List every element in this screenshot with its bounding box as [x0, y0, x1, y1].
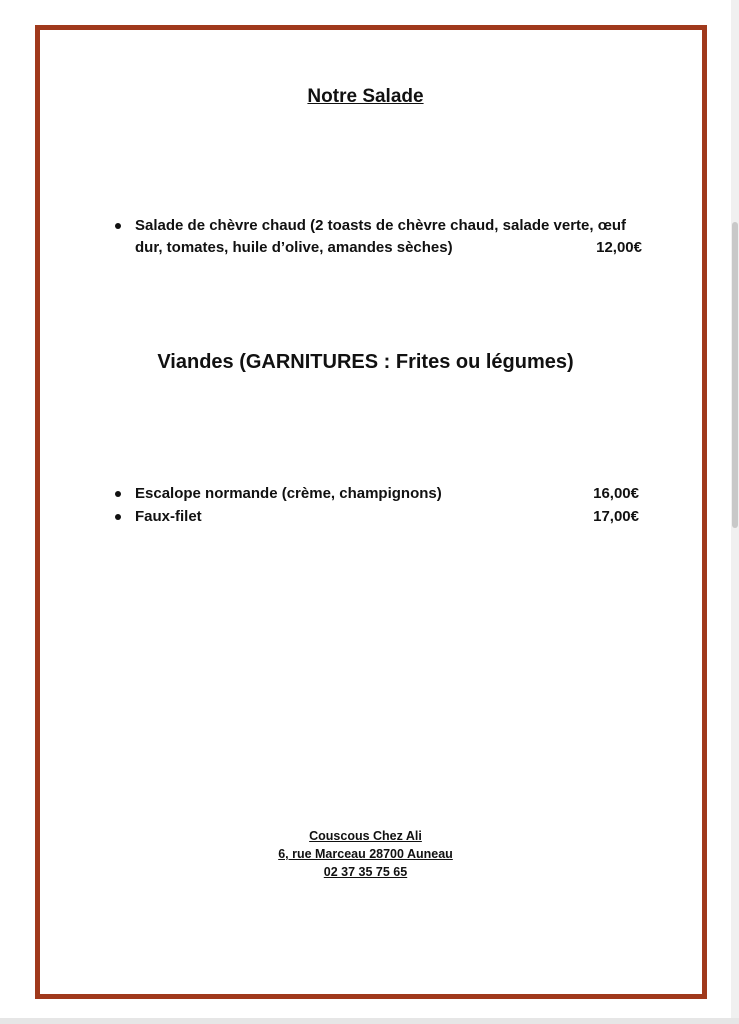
restaurant-footer [0, 827, 731, 881]
meat-item-price: 17,00€ [593, 508, 639, 525]
restaurant-name: Couscous Chez Ali [309, 829, 422, 843]
meat-section-title: Viandes (GARNITURES : Frites ou légumes) [157, 351, 574, 373]
bullet-icon [115, 514, 121, 520]
page-bottom-edge [0, 1018, 739, 1024]
bullet-icon [115, 223, 121, 229]
restaurant-address: 6, rue Marceau 28700 Auneau [278, 847, 453, 861]
meat-item-price: 16,00€ [593, 485, 639, 502]
vertical-scrollbar[interactable] [731, 0, 739, 1024]
scrollbar-thumb[interactable] [732, 222, 738, 528]
bullet-icon [115, 491, 121, 497]
restaurant-phone: 02 37 35 75 65 [323, 865, 408, 879]
salad-item-line1: Salade de chèvre chaud (2 toasts de chèvre chaud, salade verte, œuf [135, 217, 627, 234]
salad-item-line2: dur, tomates, huile d’olive, amandes sèches) [135, 239, 453, 256]
meat-item-name: Faux-filet [135, 508, 202, 525]
salad-item-price: 12,00€ [596, 239, 642, 256]
salad-section-title: Notre Salade [307, 86, 424, 107]
meat-item-name: Escalope normande (crème, champignons) [135, 485, 442, 502]
